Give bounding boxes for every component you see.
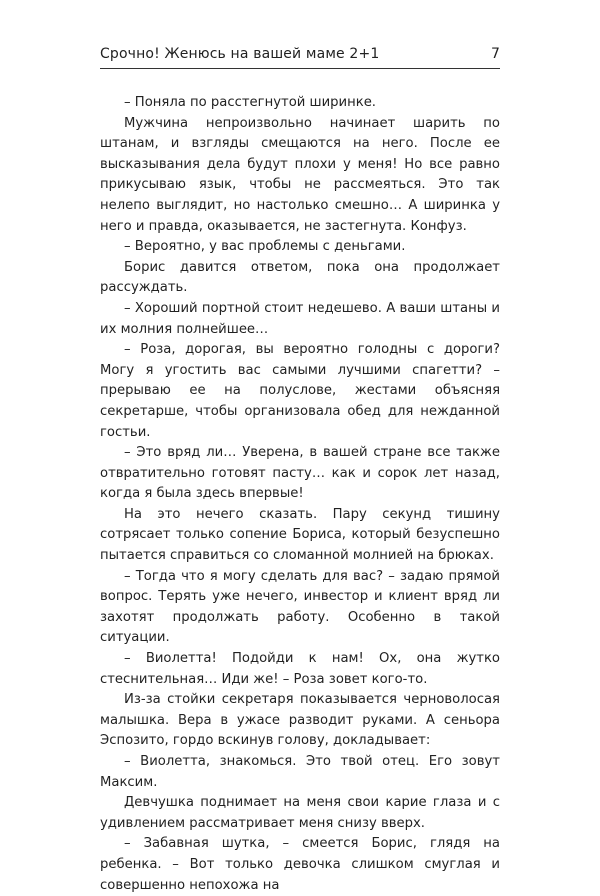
paragraph: – Тогда что я могу сделать для вас? – задаю прямой вопрос. Терять уже нечего, инвестор и клиент вряд ли захотят продолжать работу. Особенно в такой ситуации.: [100, 568, 500, 646]
paragraph: – Виолетта, знакомься. Это твой отец. Его зовут Максим.: [100, 754, 500, 790]
paragraph: Мужчина непроизвольно начинает шарить по штанам, и взгляды смещаются на него. После ее высказывания дела будут плохи у меня! Но все равно прикусываю язык, чтобы не рассмеяться. Это так нелепо выглядит, но настолько смешно… А ширинка у него и правда, оказывается, не застегнута. Конфуз.: [100, 115, 500, 234]
paragraph: – Виолетта! Подойди к нам! Ох, она жутко стеснительная… Иди же! – Роза зовет кого-то.: [100, 651, 500, 687]
paragraph: Борис давится ответом, пока она продолжает рассуждать.: [100, 259, 500, 296]
paragraph: Девчушка поднимает на меня свои карие глаза и с удивлением рассматривает меня снизу вверх.: [100, 795, 500, 831]
paragraph: Из-за стойки секретаря показывается черноволосая малышка. Вера в ужасе разводит руками. А сеньора Эспозито, гордо вскинув голову, докладывает:: [100, 692, 500, 749]
body-text: [100, 93, 500, 896]
running-header: [100, 44, 500, 69]
page-number: 7: [490, 46, 500, 62]
paragraph: – Вероятно, у вас проблемы с деньгами.: [124, 239, 406, 255]
paragraph: – Это вряд ли… Уверена, в вашей стране все также отвратительно готовят пасту… как и сорок лет назад, когда я была здесь впервые!: [100, 445, 500, 502]
paragraph: – Роза, дорогая, вы вероятно голодны с дороги? Могу я угостить вас самыми лучшими спагетти? – прерываю ее на полуслове, жестами объясняя секретарше, чтобы организовала обед для нежданной гостьи.: [100, 342, 500, 440]
book-title: Срочно! Женюсь на вашей маме 2+1: [100, 46, 380, 62]
paragraph: – Хороший портной стоит недешево. А ваши штаны и их молния полнейшее…: [100, 300, 500, 337]
paragraph: На это нечего сказать. Пару секунд тишину сотрясает только сопение Бориса, который безуспешно пытается справиться со сломанной молнией на брюках.: [100, 506, 500, 564]
paragraph: – Забавная шутка, – смеется Борис, глядя на ребенка. – Вот только девочка слишком смуглая и совершенно непохожа на: [100, 836, 500, 893]
paragraph: – Поняла по расстегнутой ширинке.: [124, 95, 376, 110]
